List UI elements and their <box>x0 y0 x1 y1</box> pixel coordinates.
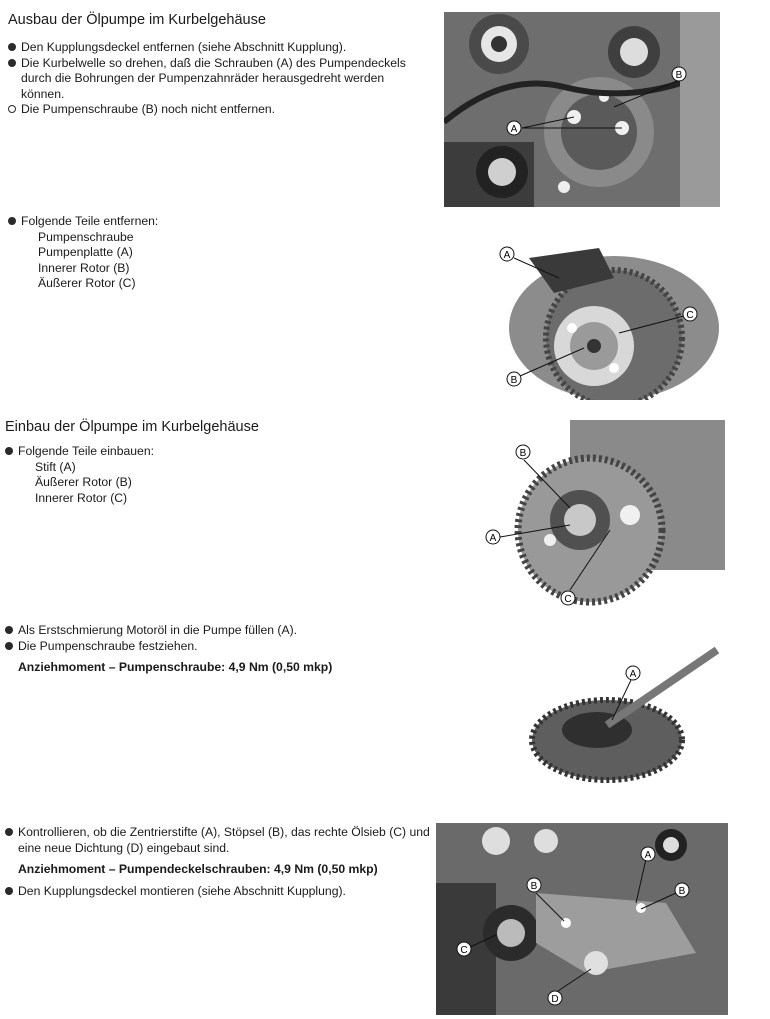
install-parts-block <box>5 444 305 506</box>
callout-label: C <box>460 945 468 956</box>
step-fill-oil: Als Erstschmierung Motoröl in die Pumpe füllen (A). <box>5 623 405 639</box>
lubrication-block <box>5 623 405 676</box>
callout-label: A <box>489 533 497 544</box>
photo-dowels-and-gasket <box>436 823 728 1015</box>
callout-label: C <box>686 310 694 321</box>
part-item: Innerer Rotor (C) <box>35 490 128 505</box>
step-keep-pump-screw: Die Pumpenschraube (B) noch nicht entfernen. <box>8 102 430 118</box>
photo-filling-oil <box>527 630 727 785</box>
step-install-parts: Folgende Teile einbauen: <box>5 444 305 460</box>
step-mount-clutch-cover: Den Kupplungsdeckel montieren (siehe Abschnitt Kupplung). <box>5 884 430 900</box>
part-item: Äußerer Rotor (B) <box>35 475 132 489</box>
torque-spec-pump-screw: Anziehmoment – Pumpenschraube: 4,9 Nm (0,50 mkp) <box>18 660 333 674</box>
callout-label: B <box>678 886 686 897</box>
callout-label: B <box>519 448 527 459</box>
step-remove-parts: Folgende Teile entfernen: <box>8 214 308 230</box>
callout-label: B <box>675 70 683 81</box>
part-item: Äußerer Rotor (C) <box>38 276 136 290</box>
callout-label: A <box>503 250 511 261</box>
callout-label: A <box>644 850 652 861</box>
photo-pump-rotors-removed <box>494 218 724 400</box>
callout-label: B <box>510 375 518 386</box>
step-check-dowels: Kontrollieren, ob die Zentrierstifte (A), Stöpsel (B), das rechte Ölsieb (C) und eine neue Dichtung (D) eingebaut sind. <box>5 825 430 856</box>
removal-steps <box>8 40 430 118</box>
step-tighten-pump-screw: Die Pumpenschraube festziehen. <box>5 639 405 655</box>
photo-pump-cover-screws <box>444 12 720 207</box>
callout-label: A <box>629 669 637 680</box>
part-item: Pumpenplatte (A) <box>38 245 133 259</box>
torque-spec-cover-screws: Anziehmoment – Pumpendeckelschrauben: 4,9 Nm (0,50 mkp) <box>18 862 378 876</box>
final-check-block <box>5 825 430 899</box>
callout-label: C <box>564 594 572 605</box>
callout-label: B <box>530 881 538 892</box>
part-item: Innerer Rotor (B) <box>38 260 130 275</box>
step-remove-clutch-cover: Den Kupplungsdeckel entfernen (siehe Abschnitt Kupplung). <box>8 40 430 56</box>
photo-pump-rotors-installed <box>480 420 725 610</box>
callout-label: D <box>551 994 559 1005</box>
step-turn-crankshaft: Die Kurbelwelle so drehen, daß die Schrauben (A) des Pumpendeckels durch die Bohrungen der Pumpenzahnräder herausgedreht werden können. <box>8 56 430 103</box>
part-item: Pumpenschraube <box>38 229 134 244</box>
part-item: Stift (A) <box>35 459 76 474</box>
remove-parts-block <box>8 214 308 292</box>
section-heading-removal: Ausbau der Ölpumpe im Kurbelgehäuse <box>8 12 266 28</box>
callout-label: A <box>510 124 518 135</box>
section-heading-installation: Einbau der Ölpumpe im Kurbelgehäuse <box>5 419 259 435</box>
